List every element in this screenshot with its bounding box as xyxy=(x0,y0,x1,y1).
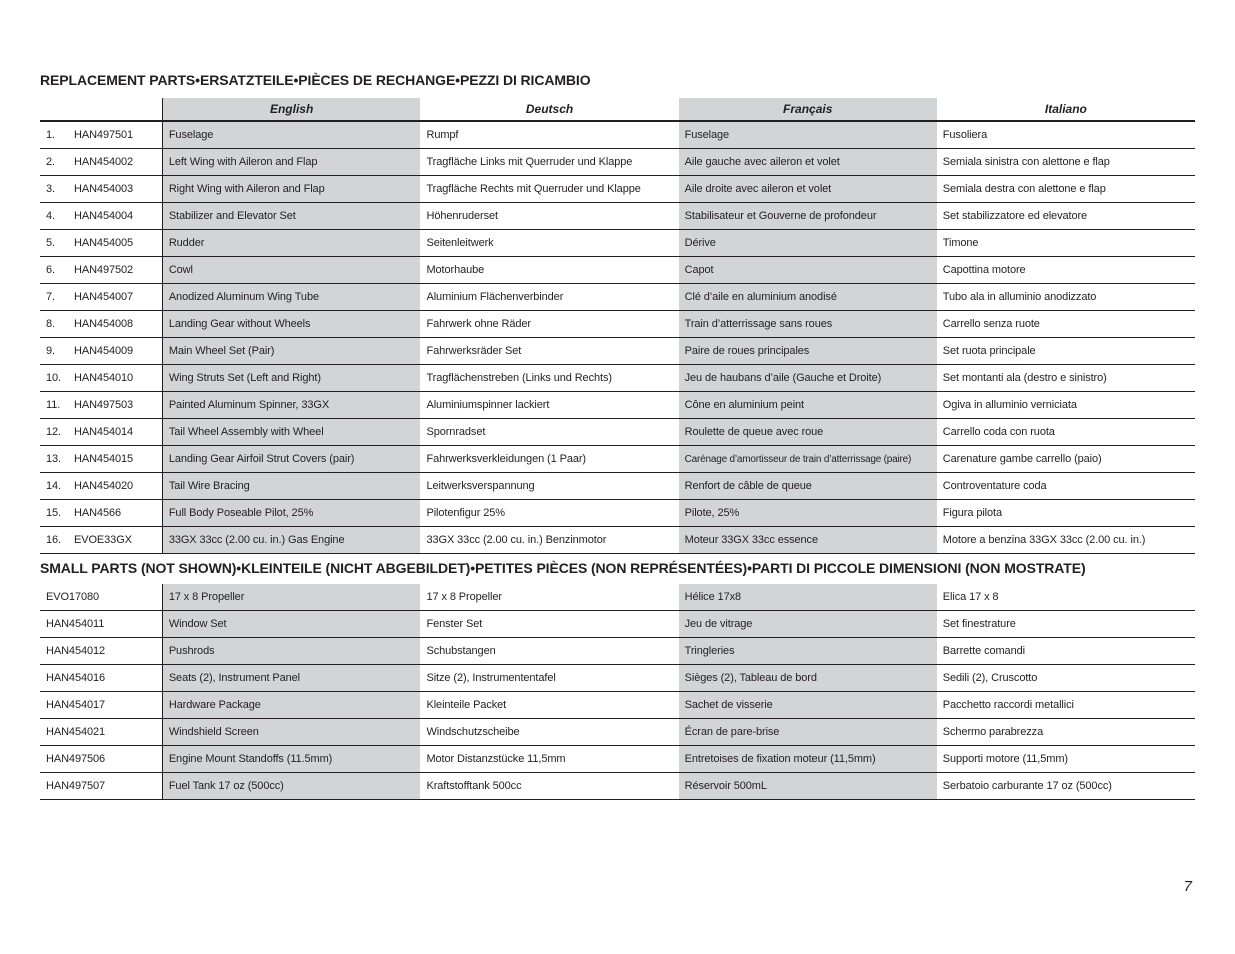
part-number-cell xyxy=(40,230,162,257)
part-code: HAN454003 xyxy=(74,183,134,195)
table-row xyxy=(40,203,1195,230)
francais-cell: Écran de pare-brise xyxy=(679,719,937,746)
part-number-cell xyxy=(40,149,162,176)
italiano-cell: Carenature gambe carrello (paio) xyxy=(937,446,1195,473)
deutsch-cell: 17 x 8 Propeller xyxy=(420,584,678,611)
part-code: HAN497501 xyxy=(74,129,134,141)
francais-cell: Moteur 33GX 33cc essence xyxy=(679,527,937,554)
deutsch-cell: Leitwerksverspannung xyxy=(420,473,678,500)
header-deutsch: Deutsch xyxy=(420,98,678,121)
italiano-cell: Semiala destra con alettone e flap xyxy=(937,176,1195,203)
part-code: HAN454004 xyxy=(74,210,134,222)
part-number-cell xyxy=(40,473,162,500)
part-code: HAN497503 xyxy=(74,399,134,411)
item-index: 15. xyxy=(46,507,61,519)
deutsch-cell: Schubstangen xyxy=(420,638,678,665)
english-cell: Cowl xyxy=(162,257,420,284)
item-index: 6. xyxy=(46,264,55,276)
table-row xyxy=(40,473,1195,500)
english-cell: Stabilizer and Elevator Set xyxy=(162,203,420,230)
english-cell: Hardware Package xyxy=(162,692,420,719)
english-cell: Pushrods xyxy=(162,638,420,665)
italiano-cell: Set montanti ala (destro e sinistro) xyxy=(937,365,1195,392)
part-code: HAN454007 xyxy=(74,291,134,303)
item-index: 4. xyxy=(46,210,55,222)
deutsch-cell: Tragfläche Links mit Querruder und Klappe xyxy=(420,149,678,176)
francais-cell: Roulette de queue avec roue xyxy=(679,419,937,446)
table-header-row xyxy=(40,98,1195,121)
small-parts-table xyxy=(40,584,1195,800)
table-row xyxy=(40,176,1195,203)
italiano-cell: Set ruota principale xyxy=(937,338,1195,365)
deutsch-cell: Fenster Set xyxy=(420,611,678,638)
table-row xyxy=(40,338,1195,365)
english-cell: Wing Struts Set (Left and Right) xyxy=(162,365,420,392)
part-number-cell xyxy=(40,284,162,311)
item-index: 9. xyxy=(46,345,55,357)
replacement-parts-table xyxy=(40,98,1195,554)
english-cell: Window Set xyxy=(162,611,420,638)
italiano-cell: Pacchetto raccordi metallici xyxy=(937,692,1195,719)
deutsch-cell: Aluminiumspinner lackiert xyxy=(420,392,678,419)
part-code: HAN4566 xyxy=(74,507,121,519)
part-code: HAN454021 xyxy=(40,719,162,746)
english-cell: Engine Mount Standoffs (11.5mm) xyxy=(162,746,420,773)
francais-cell: Cône en aluminium peint xyxy=(679,392,937,419)
english-cell: Rudder xyxy=(162,230,420,257)
part-number-cell xyxy=(40,527,162,554)
english-cell: Fuselage xyxy=(162,121,420,149)
francais-cell: Capot xyxy=(679,257,937,284)
part-code: EVOE33GX xyxy=(74,534,132,546)
deutsch-cell: Höhenruderset xyxy=(420,203,678,230)
page-number: 7 xyxy=(1183,878,1192,895)
english-cell: Full Body Poseable Pilot, 25% xyxy=(162,500,420,527)
part-number-cell xyxy=(40,176,162,203)
item-index: 11. xyxy=(46,399,61,411)
english-cell: Windshield Screen xyxy=(162,719,420,746)
table-row xyxy=(40,149,1195,176)
italiano-cell: Fusoliera xyxy=(937,121,1195,149)
table-row xyxy=(40,773,1195,800)
part-number-cell xyxy=(40,392,162,419)
header-part-number xyxy=(40,98,162,121)
table-row xyxy=(40,311,1195,338)
english-cell: Anodized Aluminum Wing Tube xyxy=(162,284,420,311)
english-cell: Tail Wire Bracing xyxy=(162,473,420,500)
table-row xyxy=(40,527,1195,554)
deutsch-cell: Fahrwerksräder Set xyxy=(420,338,678,365)
table-row xyxy=(40,611,1195,638)
italiano-cell: Schermo parabrezza xyxy=(937,719,1195,746)
table-row xyxy=(40,692,1195,719)
part-code: HAN454011 xyxy=(40,611,162,638)
table-row xyxy=(40,121,1195,149)
english-cell: Painted Aluminum Spinner, 33GX xyxy=(162,392,420,419)
italiano-cell: Sedili (2), Cruscotto xyxy=(937,665,1195,692)
item-index: 7. xyxy=(46,291,55,303)
deutsch-cell: Aluminium Flächenverbinder xyxy=(420,284,678,311)
table-row xyxy=(40,392,1195,419)
part-code: HAN497502 xyxy=(74,264,134,276)
item-index: 10. xyxy=(46,372,61,384)
francais-cell: Entretoises de fixation moteur (11,5mm) xyxy=(679,746,937,773)
table-row xyxy=(40,500,1195,527)
part-code: HAN454010 xyxy=(74,372,134,384)
item-index: 3. xyxy=(46,183,55,195)
header-francais: Français xyxy=(679,98,937,121)
part-number-cell xyxy=(40,257,162,284)
item-index: 5. xyxy=(46,237,55,249)
francais-cell: Hélice 17x8 xyxy=(679,584,937,611)
part-code: HAN497506 xyxy=(40,746,162,773)
italiano-cell: Serbatoio carburante 17 oz (500cc) xyxy=(937,773,1195,800)
small-parts-title: SMALL PARTS (NOT SHOWN)•KLEINTEILE (NICHT ABGEBILDET)•PETITES PIÈCES (NON REPRÉSENTÉES)•PARTI DI PICCOLE DIMENSIONI (NON MOSTRATE) xyxy=(40,560,1086,576)
table-row xyxy=(40,230,1195,257)
table-row xyxy=(40,446,1195,473)
item-index: 13. xyxy=(46,453,61,465)
italiano-cell: Elica 17 x 8 xyxy=(937,584,1195,611)
deutsch-cell: Motor Distanzstücke 11,5mm xyxy=(420,746,678,773)
part-number-cell xyxy=(40,338,162,365)
part-code: HAN454020 xyxy=(74,480,134,492)
header-english: English xyxy=(162,98,420,121)
part-number-cell xyxy=(40,121,162,149)
deutsch-cell: Spornradset xyxy=(420,419,678,446)
part-code: HAN454009 xyxy=(74,345,134,357)
english-cell: Tail Wheel Assembly with Wheel xyxy=(162,419,420,446)
part-code: EVO17080 xyxy=(40,584,162,611)
italiano-cell: Figura pilota xyxy=(937,500,1195,527)
italiano-cell: Set finestrature xyxy=(937,611,1195,638)
italiano-cell: Supporti motore (11,5mm) xyxy=(937,746,1195,773)
francais-cell: Réservoir 500mL xyxy=(679,773,937,800)
table-row xyxy=(40,746,1195,773)
part-code: HAN454012 xyxy=(40,638,162,665)
part-code: HAN454005 xyxy=(74,237,134,249)
item-index: 12. xyxy=(46,426,61,438)
francais-cell: Aile droite avec aileron et volet xyxy=(679,176,937,203)
francais-cell: Fuselage xyxy=(679,121,937,149)
deutsch-cell: Kleinteile Packet xyxy=(420,692,678,719)
part-code: HAN454002 xyxy=(74,156,134,168)
francais-cell: Dérive xyxy=(679,230,937,257)
english-cell: Landing Gear without Wheels xyxy=(162,311,420,338)
item-index: 8. xyxy=(46,318,55,330)
francais-cell: Jeu de vitrage xyxy=(679,611,937,638)
table-row xyxy=(40,584,1195,611)
part-code: HAN497507 xyxy=(40,773,162,800)
francais-cell: Carénage d’amortisseur de train d’atterrissage (paire) xyxy=(679,446,937,473)
part-code: HAN454016 xyxy=(40,665,162,692)
item-index: 1. xyxy=(46,129,55,141)
english-cell: Main Wheel Set (Pair) xyxy=(162,338,420,365)
table-row xyxy=(40,419,1195,446)
deutsch-cell: Windschutzscheibe xyxy=(420,719,678,746)
italiano-cell: Carrello coda con ruota xyxy=(937,419,1195,446)
italiano-cell: Controventature coda xyxy=(937,473,1195,500)
francais-cell: Sièges (2), Tableau de bord xyxy=(679,665,937,692)
deutsch-cell: Motorhaube xyxy=(420,257,678,284)
francais-cell: Pilote, 25% xyxy=(679,500,937,527)
deutsch-cell: Tragflächenstreben (Links und Rechts) xyxy=(420,365,678,392)
deutsch-cell: 33GX 33cc (2.00 cu. in.) Benzinmotor xyxy=(420,527,678,554)
francais-cell: Clé d’aile en aluminium anodisé xyxy=(679,284,937,311)
english-cell: Seats (2), Instrument Panel xyxy=(162,665,420,692)
table-row xyxy=(40,638,1195,665)
part-number-cell xyxy=(40,311,162,338)
table-row xyxy=(40,284,1195,311)
part-code: HAN454017 xyxy=(40,692,162,719)
table-row xyxy=(40,257,1195,284)
italiano-cell: Carrello senza ruote xyxy=(937,311,1195,338)
italiano-cell: Tubo ala in alluminio anodizzato xyxy=(937,284,1195,311)
deutsch-cell: Seitenleitwerk xyxy=(420,230,678,257)
deutsch-cell: Rumpf xyxy=(420,121,678,149)
part-number-cell xyxy=(40,203,162,230)
table-row xyxy=(40,665,1195,692)
deutsch-cell: Fahrwerksverkleidungen (1 Paar) xyxy=(420,446,678,473)
italiano-cell: Capottina motore xyxy=(937,257,1195,284)
part-number-cell xyxy=(40,365,162,392)
francais-cell: Paire de roues principales xyxy=(679,338,937,365)
italiano-cell: Timone xyxy=(937,230,1195,257)
deutsch-cell: Tragfläche Rechts mit Querruder und Klappe xyxy=(420,176,678,203)
part-code: HAN454015 xyxy=(74,453,134,465)
francais-cell: Sachet de visserie xyxy=(679,692,937,719)
item-index: 14. xyxy=(46,480,61,492)
francais-cell: Aile gauche avec aileron et volet xyxy=(679,149,937,176)
francais-cell: Jeu de haubans d’aile (Gauche et Droite) xyxy=(679,365,937,392)
item-index: 2. xyxy=(46,156,55,168)
part-number-cell xyxy=(40,446,162,473)
table-row xyxy=(40,719,1195,746)
item-index: 16. xyxy=(46,534,61,546)
part-code: HAN454008 xyxy=(74,318,134,330)
italiano-cell: Ogiva in alluminio verniciata xyxy=(937,392,1195,419)
part-number-cell xyxy=(40,500,162,527)
italiano-cell: Set stabilizzatore ed elevatore xyxy=(937,203,1195,230)
replacement-parts-title: REPLACEMENT PARTS•ERSATZTEILE•PIÈCES DE RECHANGE•PEZZI DI RICAMBIO xyxy=(40,72,591,88)
english-cell: 17 x 8 Propeller xyxy=(162,584,420,611)
part-number-cell xyxy=(40,419,162,446)
deutsch-cell: Pilotenfigur 25% xyxy=(420,500,678,527)
english-cell: Right Wing with Aileron and Flap xyxy=(162,176,420,203)
italiano-cell: Barrette comandi xyxy=(937,638,1195,665)
english-cell: Landing Gear Airfoil Strut Covers (pair) xyxy=(162,446,420,473)
header-italiano: Italiano xyxy=(937,98,1195,121)
part-code: HAN454014 xyxy=(74,426,134,438)
francais-cell: Tringleries xyxy=(679,638,937,665)
english-cell: 33GX 33cc (2.00 cu. in.) Gas Engine xyxy=(162,527,420,554)
italiano-cell: Motore a benzina 33GX 33cc (2.00 cu. in.) xyxy=(937,527,1195,554)
francais-cell: Train d’atterrissage sans roues xyxy=(679,311,937,338)
italiano-cell: Semiala sinistra con alettone e flap xyxy=(937,149,1195,176)
table-row xyxy=(40,365,1195,392)
english-cell: Left Wing with Aileron and Flap xyxy=(162,149,420,176)
deutsch-cell: Fahrwerk ohne Räder xyxy=(420,311,678,338)
francais-cell: Stabilisateur et Gouverne de profondeur xyxy=(679,203,937,230)
deutsch-cell: Sitze (2), Instrumententafel xyxy=(420,665,678,692)
francais-cell: Renfort de câble de queue xyxy=(679,473,937,500)
english-cell: Fuel Tank 17 oz (500cc) xyxy=(162,773,420,800)
deutsch-cell: Kraftstofftank 500cc xyxy=(420,773,678,800)
